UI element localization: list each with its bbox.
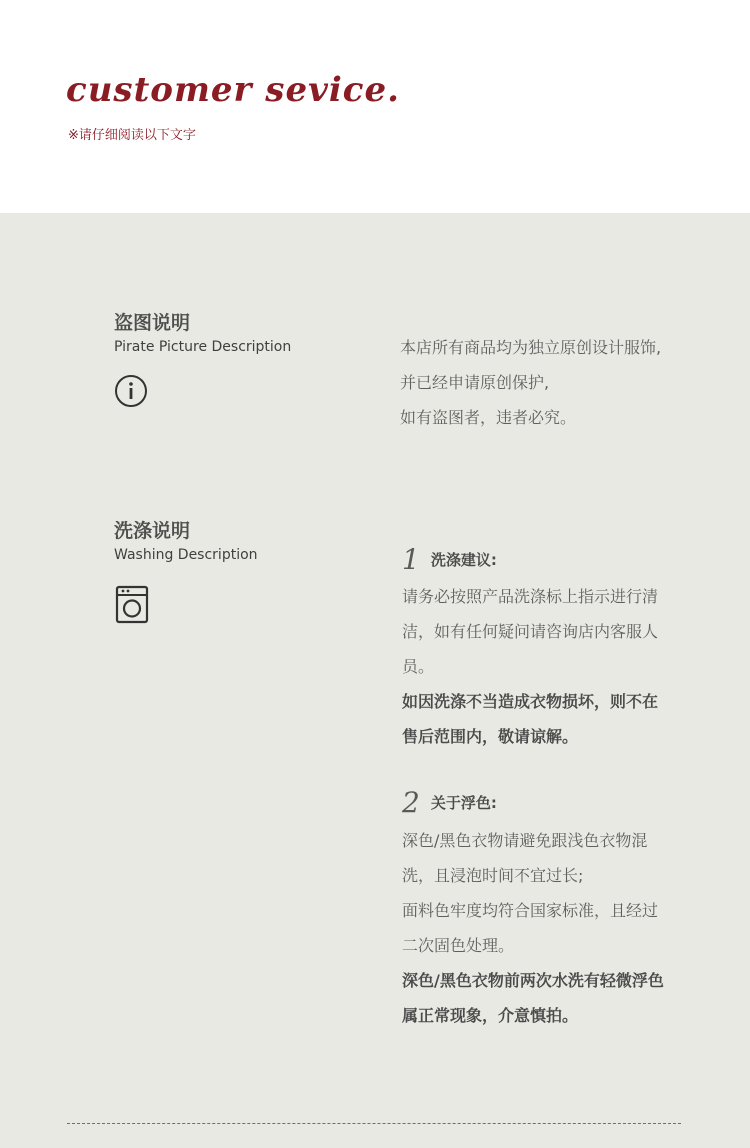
wash-item-1-heading	[402, 543, 497, 576]
header	[0, 0, 750, 213]
content-area	[0, 213, 750, 1148]
wash-item-line: 面料色牢度均符合国家标准，且经过	[402, 901, 659, 920]
piracy-title: 盗图说明	[114, 312, 191, 334]
dashed-divider	[67, 1123, 681, 1124]
washing-title: 洗涤说明	[114, 520, 191, 542]
washing-machine-icon	[114, 585, 150, 625]
wash-item-1-number: 1	[402, 543, 420, 576]
wash-item-bold-line: 如因洗涤不当造成衣物损坏，则不在	[402, 692, 659, 711]
washing-subtitle: Washing Description	[114, 547, 258, 563]
wash-item-bold-line: 售后范围内，敬请谅解。	[402, 727, 579, 746]
wash-item-bold-line: 属正常现象，介意慎拍。	[402, 1006, 579, 1025]
wash-item-line: 洁，如有任何疑问请咨询店内客服人	[402, 622, 659, 641]
wash-item-line: 二次固色处理。	[402, 936, 515, 955]
wash-item-2-text	[402, 823, 664, 1033]
wash-item-2-label: 关于浮色:	[430, 794, 497, 812]
piracy-subtitle: Pirate Picture Description	[114, 339, 292, 355]
wash-item-2-heading	[402, 786, 497, 819]
wash-item-line: 员。	[402, 657, 435, 676]
wash-item-line: 洗，且浸泡时间不宜过长;	[402, 866, 584, 885]
wash-item-2-number: 2	[402, 786, 420, 819]
logo-text: customer sevice.	[66, 70, 400, 110]
wash-item-bold-line: 深色/黑色衣物前两次水洗有轻微浮色	[402, 971, 664, 990]
piracy-line: 如有盗图者，违者必究。	[400, 408, 577, 427]
piracy-line: 本店所有商品均为独立原创设计服饰,	[400, 338, 662, 357]
wash-item-line: 请务必按照产品洗涤标上指示进行清	[402, 587, 659, 606]
wash-item-1-text	[402, 579, 658, 754]
reading-note: ※请仔细阅读以下文字	[68, 128, 196, 143]
piracy-line: 并已经申请原创保护,	[400, 373, 550, 392]
wash-item-line: 深色/黑色衣物请避免跟浅色衣物混	[402, 831, 648, 850]
info-circle-icon	[114, 374, 148, 408]
piracy-text	[400, 330, 661, 435]
wash-item-1-label: 洗涤建议:	[430, 551, 497, 569]
